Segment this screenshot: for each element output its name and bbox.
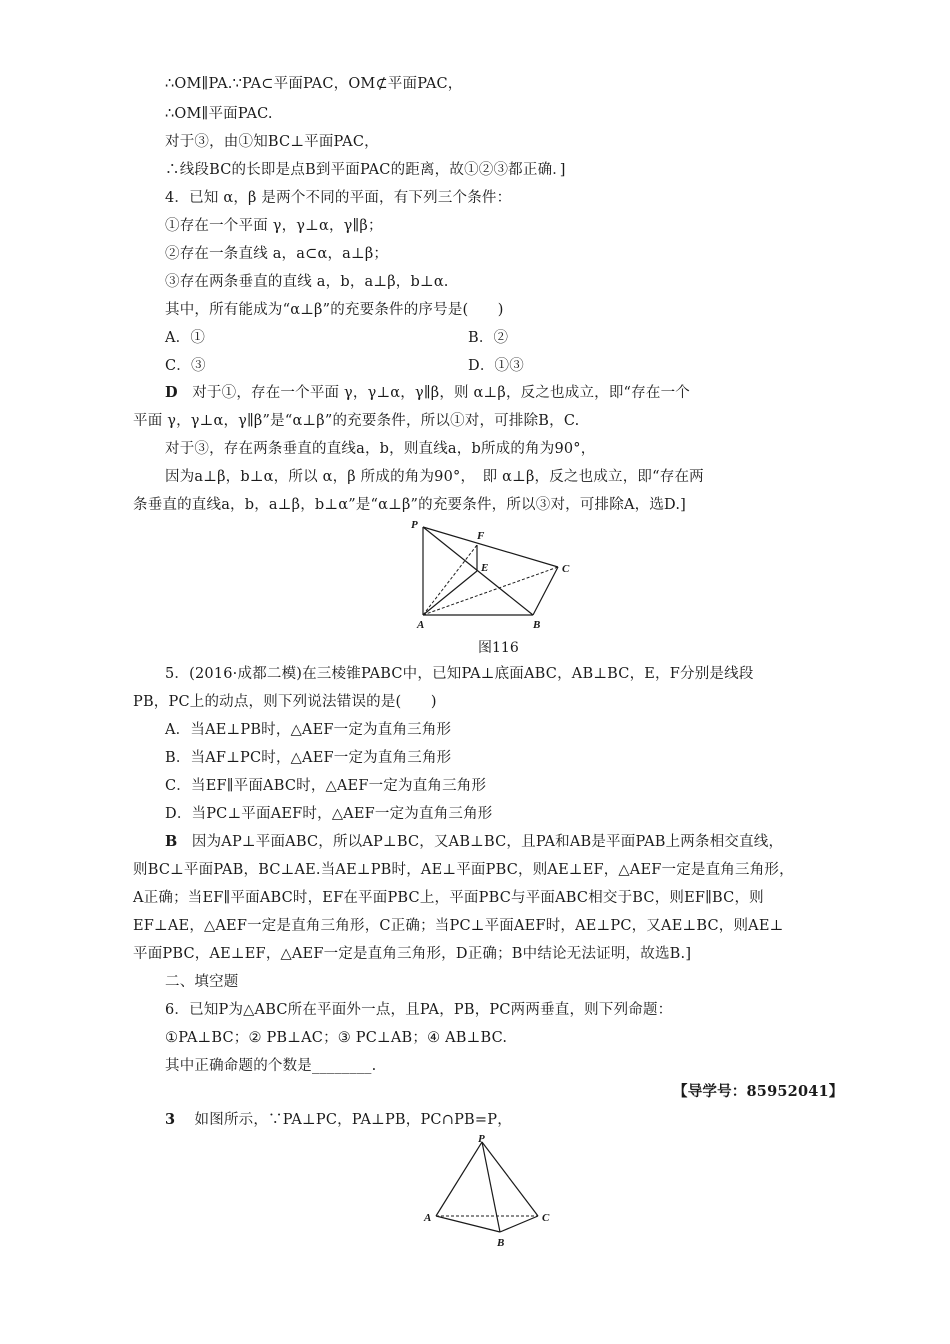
vertex-label-c: C xyxy=(562,563,570,575)
figure-caption: 图116 xyxy=(478,640,519,656)
answer-letter: D xyxy=(165,384,178,401)
vertex-label-c: C xyxy=(542,1212,550,1224)
answer-4-line: 平面 γ，γ⊥α，γ∥β”是“α⊥β”的充要条件，所以①对，可排除B，C. xyxy=(133,413,580,429)
figure-pyramid-116 xyxy=(405,515,585,635)
option-d: D．①③ xyxy=(468,358,524,374)
option-b: B．当AF⊥PC时，△AEF一定为直角三角形 xyxy=(165,750,452,766)
vertex-label-e: E xyxy=(481,562,489,574)
vertex-label-p: P xyxy=(478,1134,485,1145)
condition-3: ③存在两条垂直的直线 a，b，a⊥β，b⊥α. xyxy=(165,274,449,290)
option-c: C．③ xyxy=(165,358,206,374)
answer-6-line: 3 如图所示，∵PA⊥PC，PA⊥PB，PC∩PB=P， xyxy=(165,1111,512,1128)
vertex-label-a: A xyxy=(417,619,425,631)
text-line: ∴OM∥平面PAC. xyxy=(165,106,273,122)
question-6-propositions: ①PA⊥BC；② PB⊥AC；③ PC⊥AB；④ AB⊥BC. xyxy=(165,1030,508,1046)
vertex-label-p: P xyxy=(411,519,418,531)
question-5-stem: PB，PC上的动点，则下列说法错误的是( ) xyxy=(133,694,437,710)
answer-4-line: D 对于①，存在一个平面 γ，γ⊥α，γ∥β，则 α⊥β，反之也成立，即“存在一个 xyxy=(165,384,690,401)
question-4-stem: 4．已知 α，β 是两个不同的平面，有下列三个条件： xyxy=(165,190,512,206)
text-line: ∴线段BC的长即是点B到平面PAC的距离，故①②③都正确．] xyxy=(165,162,566,178)
answer-5-line: EF⊥AE，△AEF一定是直角三角形，C正确；当PC⊥平面AEF时，AE⊥PC，又AE⊥BC，则AE⊥ xyxy=(133,918,784,934)
option-a: A．当AE⊥PB时，△AEF一定为直角三角形 xyxy=(165,722,452,738)
question-6-stem: 6．已知P为△ABC所在平面外一点，且PA，PB，PC两两垂直，则下列命题： xyxy=(165,1002,673,1018)
answer-5-line: 则BC⊥平面PAB，BC⊥AE.当AE⊥PB时，AE⊥平面PBC，则AE⊥EF，△AEF一定是直角三角形， xyxy=(133,862,794,878)
question-5-stem: 5．(2016·成都二模)在三棱锥PABC中，已知PA⊥底面ABC，AB⊥BC，E，F分别是线段 xyxy=(165,666,754,682)
answer-4-line: 因为a⊥β，b⊥α，所以 α，β 所成的角为90°， 即 α⊥β，反之也成立，即“存在两 xyxy=(165,469,704,485)
vertex-label-a: A xyxy=(424,1212,432,1224)
answer-5-line: B 因为AP⊥平面ABC，所以AP⊥BC，又AB⊥BC，且PA和AB是平面PAB上两条相交直线， xyxy=(165,833,784,850)
answer-5-line: A正确；当EF∥平面ABC时，EF在平面PBC上，平面PBC与平面ABC相交于BC，则EF∥BC，则 xyxy=(133,890,764,906)
figure-tetrahedron xyxy=(420,1134,560,1254)
option-a: A．① xyxy=(165,330,206,346)
option-d: D．当PC⊥平面AEF时，△AEF一定为直角三角形 xyxy=(165,806,493,822)
question-6-prompt: 其中正确命题的个数是________. xyxy=(165,1058,377,1074)
text-line: 对于③，由①知BC⊥平面PAC， xyxy=(165,134,379,150)
answer-letter: 3 xyxy=(165,1111,176,1128)
option-b: B．② xyxy=(468,330,509,346)
reference-number: 【导学号：85952041】 xyxy=(673,1083,844,1100)
answer-letter: B xyxy=(165,833,178,850)
condition-2: ②存在一条直线 a，a⊂α，a⊥β； xyxy=(165,246,389,262)
answer-5-line: 平面PBC，AE⊥EF，△AEF一定是直角三角形，D正确；B中结论无法证明，故选B.] xyxy=(133,946,692,962)
text-line: ∴OM∥PA.∵PA⊂平面PAC，OM⊄平面PAC， xyxy=(165,76,463,92)
vertex-label-b: B xyxy=(533,619,541,631)
section-heading: 二、填空题 xyxy=(165,974,239,990)
option-c: C．当EF∥平面ABC时，△AEF一定为直角三角形 xyxy=(165,778,487,794)
vertex-label-f: F xyxy=(477,530,485,542)
answer-4-line: 条垂直的直线a，b，a⊥β，b⊥α”是“α⊥β”的充要条件，所以③对，可排除A，选D.] xyxy=(133,497,686,513)
question-4-prompt: 其中，所有能成为“α⊥β”的充要条件的序号是( ) xyxy=(165,302,504,318)
condition-1: ①存在一个平面 γ，γ⊥α，γ∥β； xyxy=(165,218,383,234)
answer-4-line: 对于③，存在两条垂直的直线a，b，则直线a，b所成的角为90°， xyxy=(165,441,596,457)
vertex-label-b: B xyxy=(497,1237,505,1249)
